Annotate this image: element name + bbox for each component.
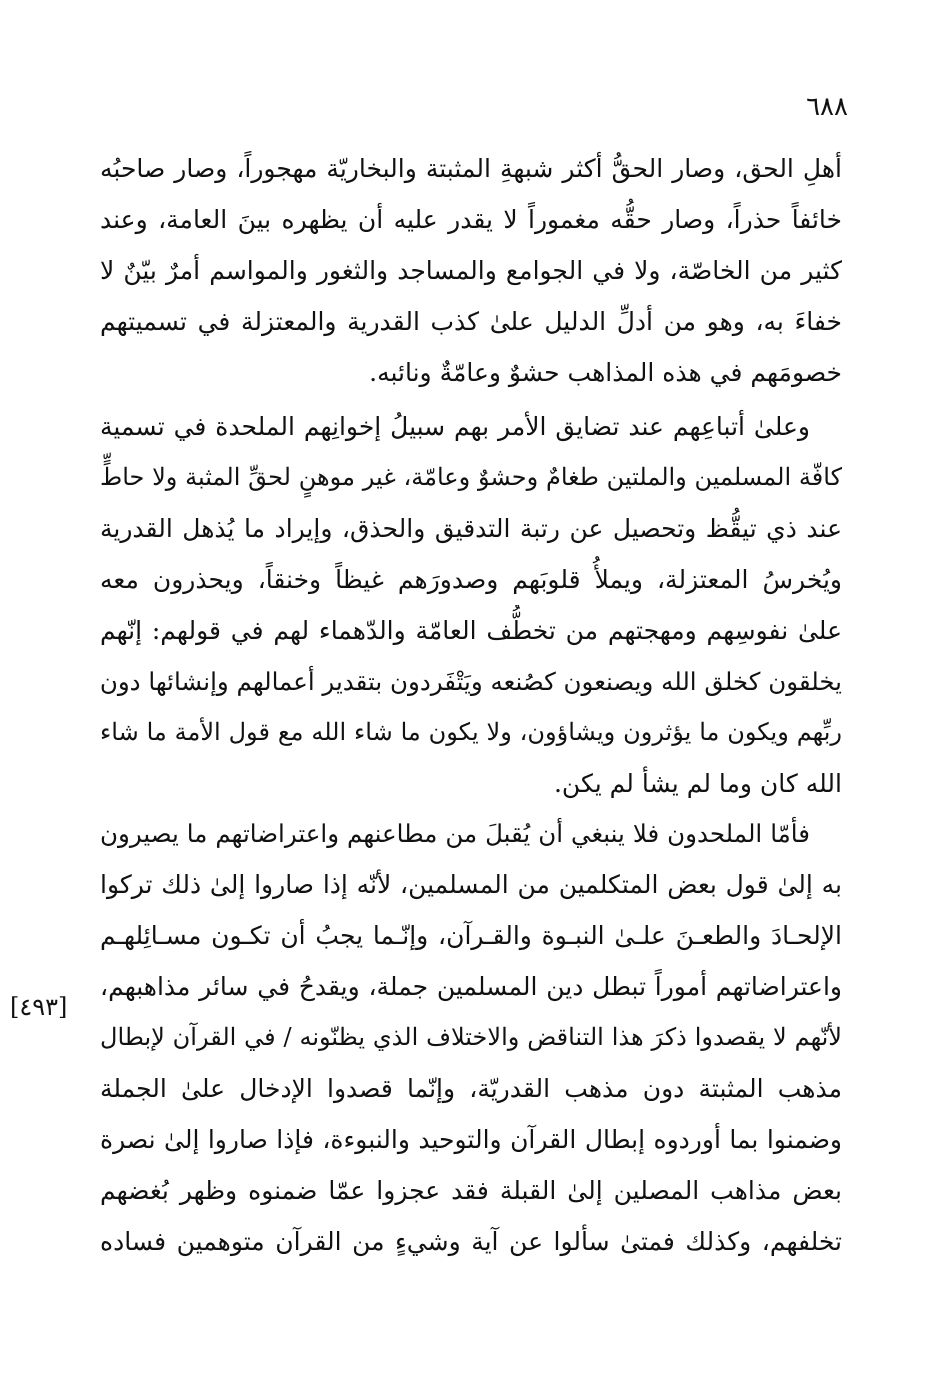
paragraph-2 <box>100 401 842 809</box>
text-line: بعض مذاهب المصلين إلىٰ القبلة فقد عجزوا عمّا ضمنوه وظهر بُغضهم <box>100 1176 842 1205</box>
text-line: تخلفهم، وكذلك فمتىٰ سألوا عن آية وشيءٍ من القرآن متوهمين فساده <box>100 1227 842 1256</box>
paragraph-3 <box>100 808 842 1267</box>
text-line: علىٰ نفوسِهم ومهجتهم من تخطُّف العامّة والدّهماء لهم في قولهم: إنّهم <box>100 616 842 645</box>
margin-page-reference: [٤٩٣] <box>10 993 68 1021</box>
text-line: لأنّهم لا يقصدوا ذكرَ هذا التناقض والاختلاف الذي يظنّونه / في القرآن لإبطال <box>100 1023 842 1051</box>
text-line: كافّة المسلمين والملتين طغامٌ وحشوٌ وعامّة، غير موهنٍ لحقِّ المثبة ولا حاطٍّ <box>100 463 842 491</box>
text-line: فأمّا الملحدون فلا ينبغي أن يُقبلَ من مطاعنهم واعتراضاتهم ما يصيرون <box>100 819 810 848</box>
text-line: يخلقون كخلق الله ويصنعون كصُنعه ويَتْفَردون بتقدير أعمالهم وإنشائها دون <box>100 667 842 696</box>
page-number: ٦٨٨ <box>806 92 848 122</box>
text-line: عند ذي تيقُّظ وتحصيل عن رتبة التدقيق والحذق، وإيراد ما يُذهل القدرية <box>100 514 842 543</box>
text-line: وعلىٰ أتباعِهم عند تضايق الأمر بهم سبيلُ إخوانِهم الملحدة في تسمية <box>100 412 810 441</box>
text-line: وضمنوا بما أوردوه إبطال القرآن والتوحيد والنبوءة، فإذا صاروا إلىٰ نصرة <box>100 1125 842 1154</box>
text-line: خائفاً حذراً، وصار حقُّه مغموراً لا يقدر عليه أن يظهره بينَ العامة، وعند <box>100 205 842 234</box>
text-line: خصومَهم في هذه المذاهب حشوٌ وعامّةٌ ونائبه. <box>369 358 842 387</box>
text-line: الإلحـادَ والطعـنَ علـىٰ النبـوة والقـرآن، وإنّـما يجبُ أن تكـون مسـائِلهـم <box>100 921 842 950</box>
paragraph-1 <box>100 143 842 398</box>
text-line: أهلِ الحق، وصار الحقُّ أكثر شبهةِ المثبتة والبخاريّة مهجوراً، وصار صاحبُه <box>100 154 842 183</box>
text-line: ويُخرسُ المعتزلة، ويملأُ قلوبَهم وصدورَهم غيظاً وخنقاً، ويحذرون معه <box>100 565 842 594</box>
text-line: خفاءَ به، وهو من أدلِّ الدليل علىٰ كذب القدرية والمعتزلة في تسميتهم <box>100 307 842 336</box>
text-line: به إلىٰ قول بعض المتكلمين من المسلمين، لأنّه إذا صاروا إلىٰ ذلك تركوا <box>100 870 842 899</box>
text-line: الله كان وما لم يشأ لم يكن. <box>553 769 842 798</box>
text-line: واعتراضاتهم أموراً تبطل دين المسلمين جملة، ويقدحُ في سائر مذاهبهم، <box>100 972 842 1001</box>
text-line: مذهب المثبتة دون مذهب القدريّة، وإنّما قصدوا الإدخال علىٰ الجملة <box>100 1074 842 1103</box>
text-line: كثير من الخاصّة، ولا في الجوامع والمساجد والثغور والمواسم أمرٌ بيّنٌ لا <box>100 256 842 285</box>
text-line: ربِّهم ويكون ما يؤثرون ويشاؤون، ولا يكون ما شاء الله مع قول الأمة ما شاء <box>100 718 842 746</box>
